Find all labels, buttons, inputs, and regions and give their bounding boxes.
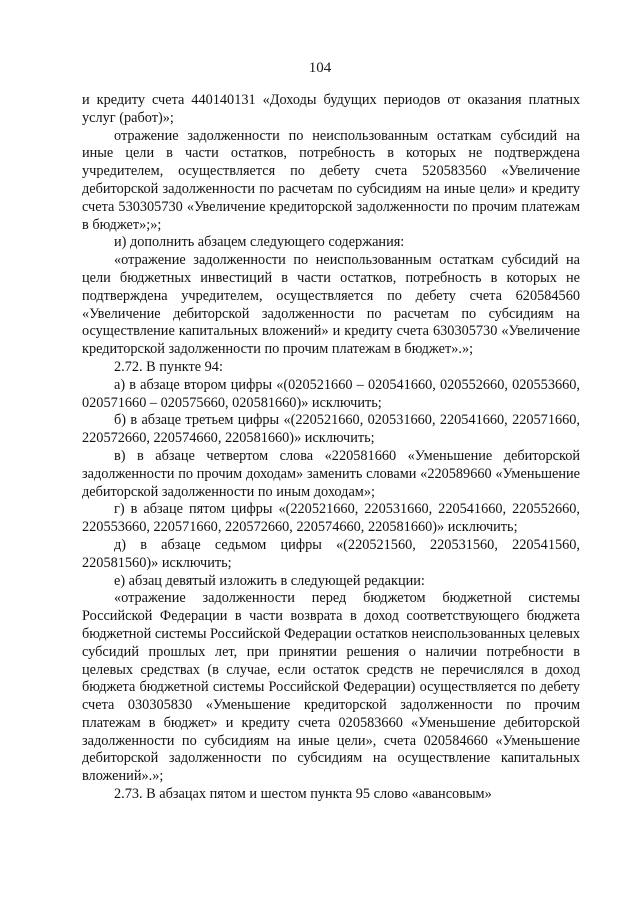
- document-body: [82, 92, 580, 804]
- paragraph-10: д) в абзаце седьмом цифры «(220521560, 220531560, 220541560, 220581560)» исключить;: [82, 536, 580, 571]
- paragraph-2: отражение задолженности по неиспользованным остаткам субсидий на иные цели в части остатков, потребность в которых не подтверждена учредителем, осуществляется по дебету счета 520583560 «Увеличение дебиторской задолженности по расчетам по субсидиям на иные цели» и кредиту счета 530305730 «Увеличение кредиторской задолженности по прочим платежам в бюджет»;»;: [82, 127, 580, 233]
- paragraph-9: г) в абзаце пятом цифры «(220521660, 220531660, 220541660, 220552660, 220553660, 220571660, 220572660, 220574660, 220581660)» исключить;: [82, 501, 580, 536]
- paragraph-5: 2.72. В пункте 94:: [114, 358, 223, 375]
- paragraph-7: б) в абзаце третьем цифры «(220521660, 020531660, 220541660, 220571660, 220572660, 220574660, 220581660)» исключить;: [82, 412, 580, 447]
- paragraph-4: «отражение задолженности по неиспользованным остаткам субсидий на цели бюджетных инвестиций в части остатков, потребность в которых не подтверждена учредителем, осуществляется по дебету счета 620584560 «Увеличение дебиторской задолженности по расчетам по субсидиям на осуществление капитальных вложений» и кредиту счета 630305730 «Увеличение кредиторской задолженности по прочим платежам в бюджет».»;: [82, 252, 580, 358]
- paragraph-11: е) абзац девятый изложить в следующей редакции:: [114, 572, 425, 589]
- paragraph-1: и кредиту счета 440140131 «Доходы будущих периодов от оказания платных услуг (работ)»;: [82, 92, 580, 126]
- paragraph-6: а) в абзаце втором цифры «(020521660 – 020541660, 020552660, 020553660, 020571660 – 020575660, 020581660)» исключить;: [82, 376, 580, 411]
- paragraph-3: и) дополнить абзацем следующего содержания:: [114, 234, 405, 251]
- paragraph-13: 2.73. В абзацах пятом и шестом пункта 95 слово «авансовым»: [114, 786, 492, 803]
- paragraph-8: в) в абзаце четвертом слова «220581660 «Уменьшение дебиторской задолженности по прочим доходам» заменить словами «220589660 «Уменьшение дебиторской задолженности по иным доходам»;: [82, 447, 580, 500]
- paragraph-12: «отражение задолженности перед бюджетом бюджетной системы Российской Федерации в части возврата в доход соответствующего бюджета бюджетной системы Российской Федерации остатков неиспользованных целевых субсидий прошлых лет, при принятии решения о наличии потребности в целевых средствах (в случае, если остаток средств не перечислялся в доход бюджета бюджетной системы Российской Федерации) осуществляется по дебету счета 030305830 «Уменьшение кредиторской задолженности по прочим платежам в бюджет» и кредиту счета 020583660 «Уменьшение дебиторской задолженности по субсидиям на иные цели», счета 020584660 «Уменьшение дебиторской задолженности по субсидиям на осуществление капитальных вложений».»;: [82, 590, 580, 785]
- page-number: 104: [308, 60, 332, 76]
